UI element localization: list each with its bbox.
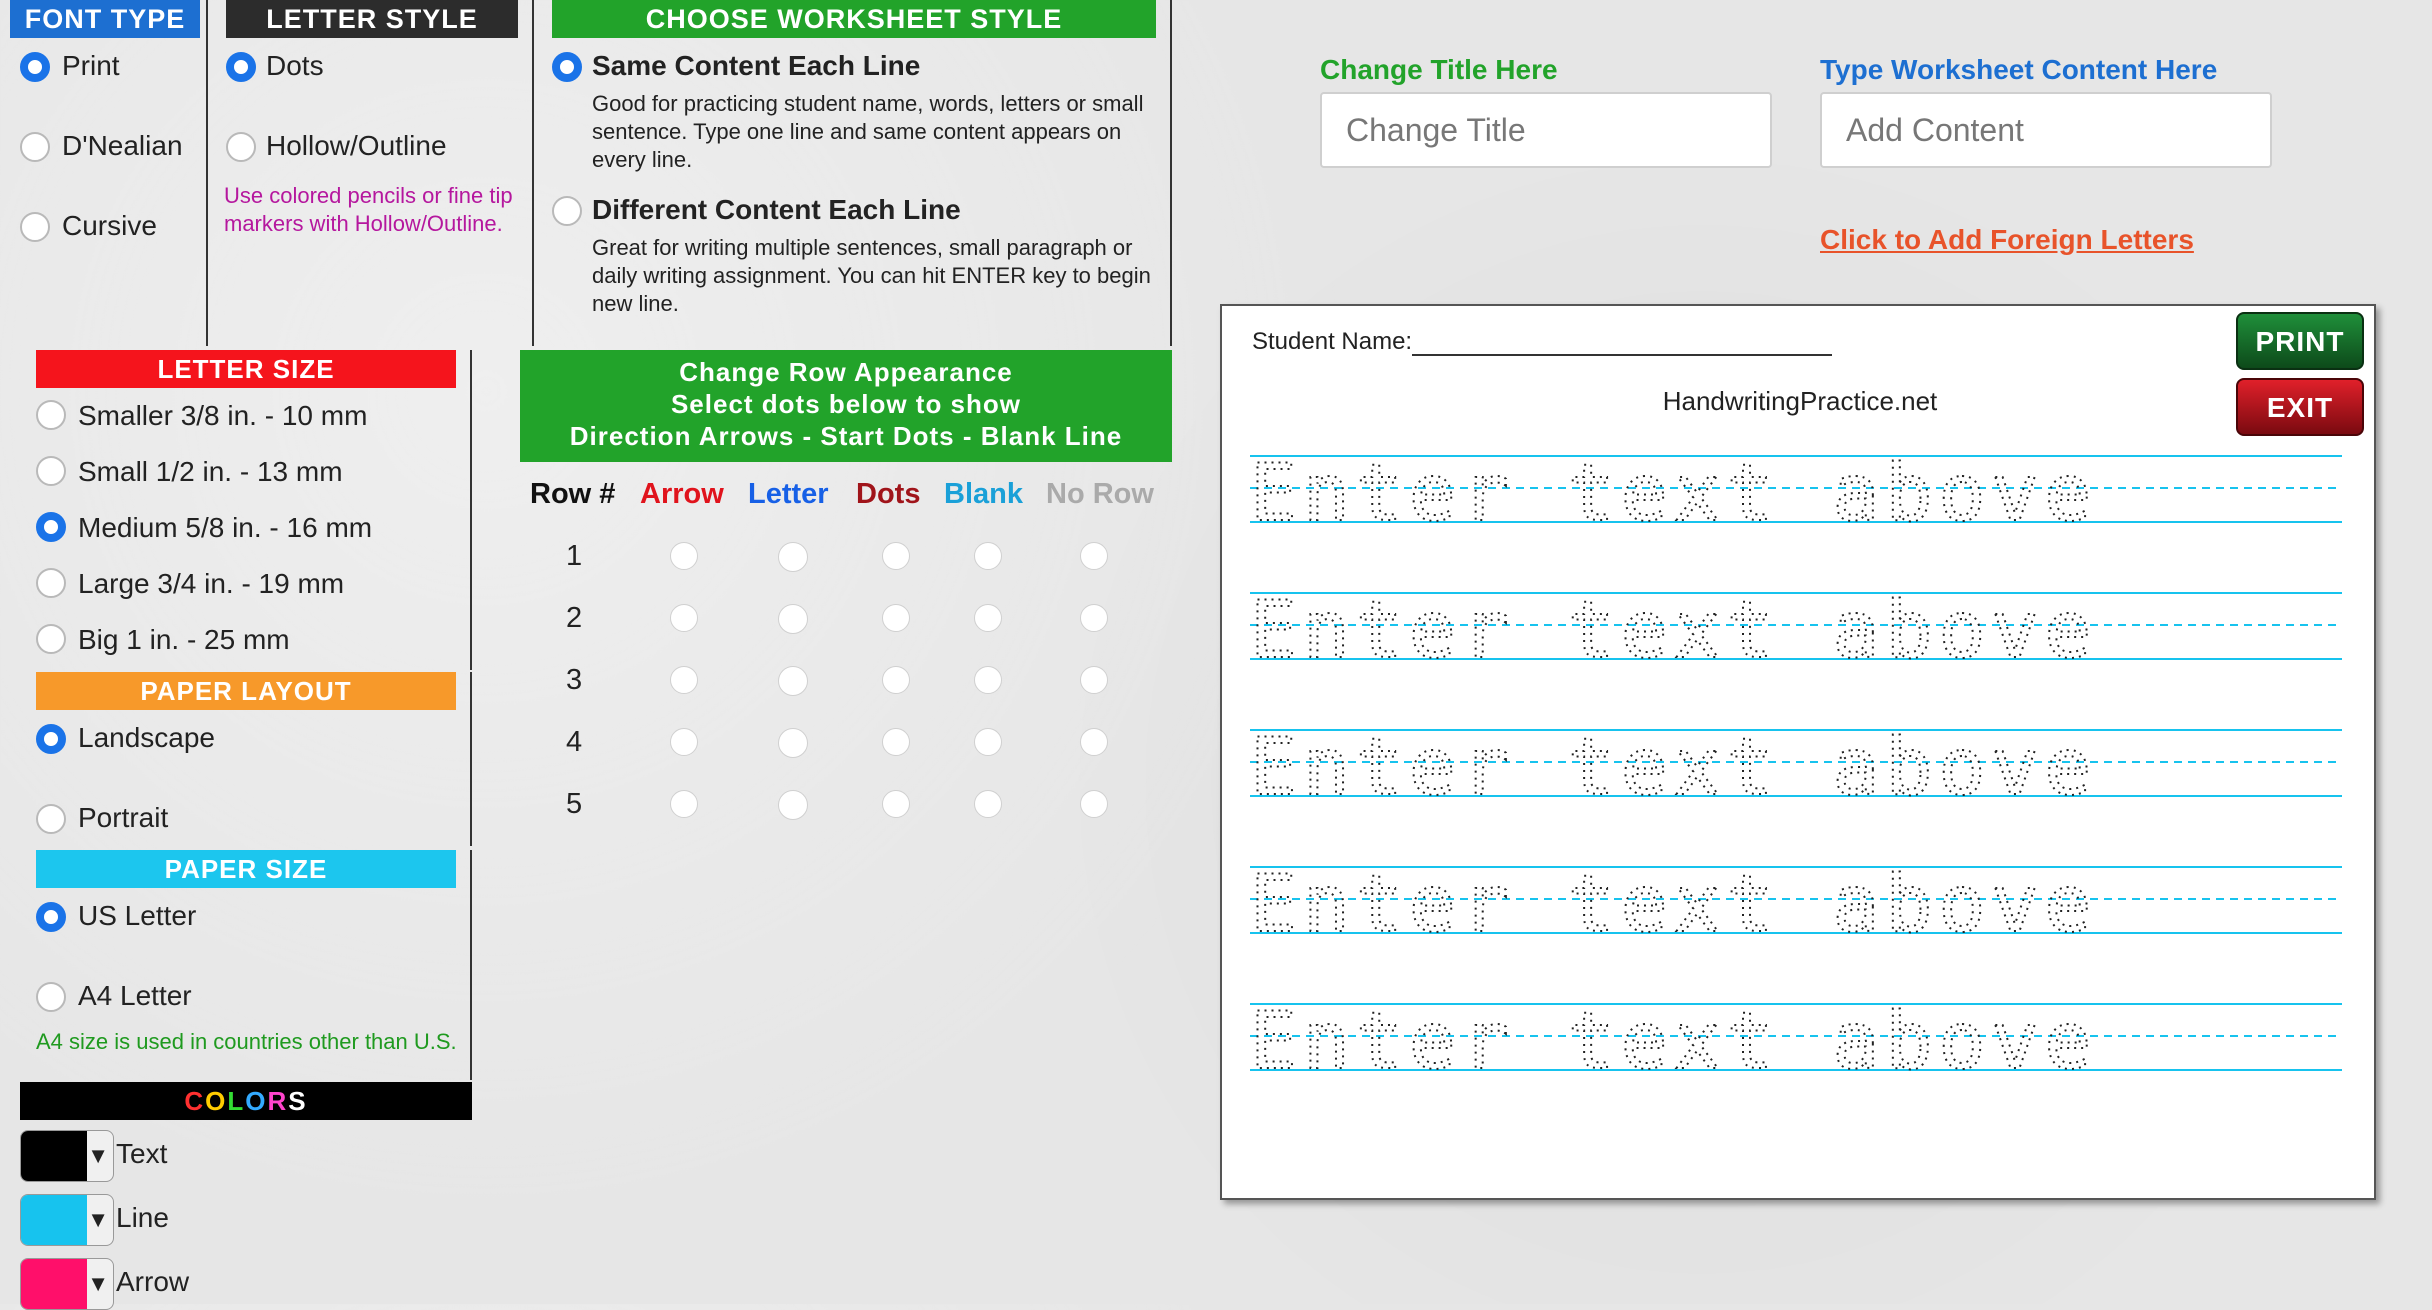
row-2-letter-radio[interactable] xyxy=(778,604,808,634)
row-4-no-row-radio[interactable] xyxy=(1080,728,1108,756)
title-input-placeholder: Change Title xyxy=(1346,111,1526,148)
row-3-arrow-radio[interactable] xyxy=(670,666,698,694)
row-5-letter-radio[interactable] xyxy=(778,790,808,820)
divider xyxy=(470,672,472,846)
font-dnealian-label: D'Nealian xyxy=(62,130,183,161)
letter-style-header: LETTER STYLE xyxy=(226,0,518,38)
style-dots-label: Dots xyxy=(266,50,324,81)
letter-size-header: LETTER SIZE xyxy=(36,350,456,388)
size-a4-label: A4 Letter xyxy=(78,980,192,1011)
size-big-label: Big 1 in. - 25 mm xyxy=(78,624,290,655)
practice-row xyxy=(1250,860,2342,950)
row-1-dots-radio[interactable] xyxy=(882,542,910,570)
row-appearance-header xyxy=(520,350,1172,462)
col-row-number: Row # xyxy=(530,478,616,510)
row-1-no-row-radio[interactable] xyxy=(1080,542,1108,570)
row-3-blank-radio[interactable] xyxy=(974,666,1002,694)
colors-letter: S xyxy=(288,1086,308,1116)
size-us-letter-radio[interactable] xyxy=(36,902,66,932)
traceable-text: Enter text above xyxy=(1250,997,2098,1087)
row-2-arrow-radio[interactable] xyxy=(670,604,698,632)
practice-row xyxy=(1250,586,2342,676)
dropdown-arrow-icon: ▼ xyxy=(87,1143,109,1168)
size-medium-radio[interactable] xyxy=(36,512,66,542)
size-large-label: Large 3/4 in. - 19 mm xyxy=(78,568,345,599)
content-input[interactable] xyxy=(1820,92,2272,168)
traceable-text: Enter text above xyxy=(1250,860,2098,950)
colors-letter: O xyxy=(205,1086,228,1116)
row-2-dots-radio[interactable] xyxy=(882,604,910,632)
divider xyxy=(470,850,472,1080)
layout-landscape-radio[interactable] xyxy=(36,724,66,754)
row-1-arrow-radio[interactable] xyxy=(670,542,698,570)
row-3-letter-radio[interactable] xyxy=(778,666,808,696)
text-color-label: Text xyxy=(116,1138,168,1169)
color-swatch xyxy=(21,1195,87,1245)
traceable-text: Enter text above xyxy=(1250,723,2098,813)
row-5-blank-radio[interactable] xyxy=(974,790,1002,818)
style-hollow-label: Hollow/Outline xyxy=(266,130,447,161)
divider xyxy=(1170,0,1172,346)
font-print-label: Print xyxy=(62,50,120,81)
size-smaller-radio[interactable] xyxy=(36,400,66,430)
row-appearance-line: Direction Arrows - Start Dots - Blank Line xyxy=(569,421,1123,451)
title-field-caption: Change Title Here xyxy=(1320,54,1558,85)
a4-note: A4 size is used in countries other than U.S. xyxy=(36,1029,457,1054)
arrow-color-picker[interactable] xyxy=(20,1258,114,1310)
practice-row xyxy=(1250,997,2342,1087)
layout-landscape-label: Landscape xyxy=(78,722,216,753)
print-button[interactable]: PRINT xyxy=(2236,312,2364,370)
size-large-radio[interactable] xyxy=(36,568,66,598)
different-content-label: Different Content Each Line xyxy=(592,194,961,225)
practice-rows xyxy=(1222,436,2372,1176)
divider xyxy=(532,0,534,346)
row-4-arrow-radio[interactable] xyxy=(670,728,698,756)
row-number: 4 xyxy=(566,726,583,758)
size-small-label: Small 1/2 in. - 13 mm xyxy=(78,456,343,487)
size-a4-radio[interactable] xyxy=(36,982,66,1012)
row-5-no-row-radio[interactable] xyxy=(1080,790,1108,818)
layout-portrait-label: Portrait xyxy=(78,802,169,833)
row-4-blank-radio[interactable] xyxy=(974,728,1002,756)
row-number: 5 xyxy=(566,788,583,820)
font-dnealian-radio[interactable] xyxy=(20,132,50,162)
colors-header xyxy=(20,1082,472,1120)
same-content-label: Same Content Each Line xyxy=(592,50,921,81)
color-swatch xyxy=(21,1259,87,1309)
size-big-radio[interactable] xyxy=(36,624,66,654)
divider xyxy=(470,350,472,670)
colors-letter: R xyxy=(267,1086,289,1116)
row-3-dots-radio[interactable] xyxy=(882,666,910,694)
size-us-letter-label: US Letter xyxy=(78,900,197,931)
paper-size-header: PAPER SIZE xyxy=(36,850,456,888)
row-2-blank-radio[interactable] xyxy=(974,604,1002,632)
row-number: 2 xyxy=(566,602,583,634)
same-content-desc: Good for practicing student name, words, letters or small sentence. Type one line and same content appears on every line. xyxy=(592,91,1144,172)
same-content-radio[interactable] xyxy=(552,52,582,82)
arrow-color-label: Arrow xyxy=(116,1266,190,1297)
worksheet-style-header: CHOOSE WORKSHEET STYLE xyxy=(552,0,1156,38)
font-type-header: FONT TYPE xyxy=(10,0,200,38)
exit-button[interactable]: EXIT xyxy=(2236,378,2364,436)
col-dots: Dots xyxy=(856,478,921,510)
hollow-note: Use colored pencils or fine tip markers with Hollow/Outline. xyxy=(224,183,513,236)
line-color-label: Line xyxy=(116,1202,169,1233)
colors-letter: C xyxy=(184,1086,206,1116)
font-cursive-radio[interactable] xyxy=(20,212,50,242)
divider xyxy=(206,0,208,346)
color-swatch xyxy=(21,1131,87,1181)
practice-row xyxy=(1250,449,2342,539)
col-letter: Letter xyxy=(748,478,829,510)
col-no-row: No Row xyxy=(1046,478,1154,510)
student-name-label: Student Name: xyxy=(1252,328,1413,355)
row-appearance-line: Change Row Appearance xyxy=(679,357,1013,387)
row-appearance-grid xyxy=(520,470,1172,830)
row-number: 3 xyxy=(566,664,583,696)
paper-layout-header: PAPER LAYOUT xyxy=(36,672,456,710)
line-color-picker[interactable] xyxy=(20,1194,114,1246)
font-cursive-label: Cursive xyxy=(62,210,157,241)
style-dots-radio[interactable] xyxy=(226,52,256,82)
content-field-caption: Type Worksheet Content Here xyxy=(1820,54,2218,85)
row-number: 1 xyxy=(566,540,583,572)
dropdown-arrow-icon: ▼ xyxy=(87,1271,109,1296)
practice-row xyxy=(1250,723,2342,813)
row-1-letter-radio[interactable] xyxy=(778,542,808,572)
row-appearance-line: Select dots below to show xyxy=(670,389,1022,419)
title-input[interactable] xyxy=(1320,92,1772,168)
dropdown-arrow-icon: ▼ xyxy=(87,1207,109,1232)
traceable-text: Enter text above xyxy=(1250,586,2098,676)
font-print-radio[interactable] xyxy=(20,52,50,82)
different-content-desc: Great for writing multiple sentences, small paragraph or daily writing assignment. You can hit ENTER key to begin new line. xyxy=(592,235,1151,316)
col-blank: Blank xyxy=(944,478,1023,510)
row-5-arrow-radio[interactable] xyxy=(670,790,698,818)
size-medium-label: Medium 5/8 in. - 16 mm xyxy=(78,512,373,543)
size-small-radio[interactable] xyxy=(36,456,66,486)
row-5-dots-radio[interactable] xyxy=(882,790,910,818)
site-name: HandwritingPractice.net xyxy=(1662,386,1938,416)
foreign-letters-link[interactable]: Click to Add Foreign Letters xyxy=(1820,224,2194,255)
row-4-letter-radio[interactable] xyxy=(778,728,808,758)
row-1-blank-radio[interactable] xyxy=(974,542,1002,570)
traceable-text: Enter text above xyxy=(1250,449,2098,539)
content-input-placeholder: Add Content xyxy=(1846,111,2024,148)
col-arrow: Arrow xyxy=(640,478,724,510)
colors-letter: O xyxy=(245,1086,268,1116)
colors-letter: L xyxy=(227,1086,246,1116)
text-color-picker[interactable] xyxy=(20,1130,114,1182)
row-4-dots-radio[interactable] xyxy=(882,728,910,756)
student-name-line xyxy=(1412,354,1832,356)
worksheet-preview xyxy=(1220,304,2376,1200)
row-3-no-row-radio[interactable] xyxy=(1080,666,1108,694)
size-smaller-label: Smaller 3/8 in. - 10 mm xyxy=(78,400,368,431)
row-2-no-row-radio[interactable] xyxy=(1080,604,1108,632)
different-content-radio[interactable] xyxy=(552,196,582,226)
style-hollow-radio[interactable] xyxy=(226,132,256,162)
layout-portrait-radio[interactable] xyxy=(36,804,66,834)
